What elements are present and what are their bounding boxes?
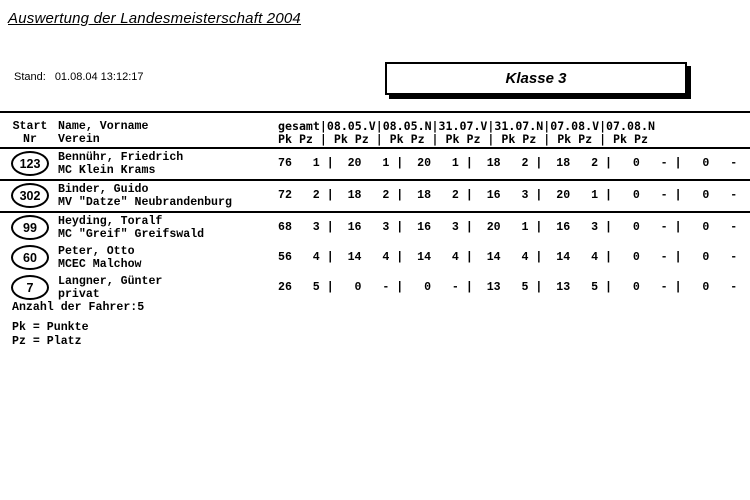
row-results: 26 5 | 0 - | 0 - | 13 5 | 13 5 | 0 - | 0 - bbox=[278, 281, 738, 294]
table-header bbox=[0, 113, 750, 149]
start-number-plate bbox=[11, 245, 49, 270]
table-row bbox=[0, 273, 750, 303]
table-row bbox=[0, 181, 750, 213]
column-header-name-line2: Verein bbox=[58, 133, 100, 146]
start-number: 99 bbox=[23, 220, 37, 235]
start-number: 123 bbox=[19, 156, 41, 171]
driver-club: MC Klein Krams bbox=[58, 164, 156, 177]
table-body bbox=[0, 149, 750, 303]
row-results: 72 2 | 18 2 | 18 2 | 16 3 | 20 1 | 0 - | 0 - bbox=[278, 189, 738, 202]
legend-pz: Pz = Platz bbox=[12, 335, 82, 348]
results-header-subcolumns: Pk Pz | Pk Pz | Pk Pz | Pk Pz | Pk Pz | Pk Pz | Pk Pz bbox=[278, 132, 648, 146]
start-number-plate bbox=[11, 151, 49, 176]
stand-timestamp: 01.08.04 13:12:17 bbox=[54, 71, 144, 83]
driver-name: Bennühr, Friedrich bbox=[58, 151, 184, 164]
row-results: 56 4 | 14 4 | 14 4 | 14 4 | 14 4 | 0 - | 0 - bbox=[278, 251, 738, 264]
start-number-plate bbox=[11, 183, 49, 208]
column-header-name-line1: Name, Vorname bbox=[58, 120, 149, 133]
driver-name: Peter, Otto bbox=[58, 245, 135, 258]
driver-club: MV "Datze" Neubrandenburg bbox=[58, 196, 232, 209]
report-title: Auswertung der Landesmeisterschaft 2004 bbox=[8, 10, 301, 27]
stand-label: Stand: bbox=[14, 71, 46, 83]
table-row bbox=[0, 243, 750, 273]
driver-club: MC "Greif" Greifswald bbox=[58, 228, 205, 241]
column-header-start-line1: Start bbox=[12, 120, 48, 133]
stand-line bbox=[14, 71, 144, 83]
start-number-plate bbox=[11, 215, 49, 240]
start-number-plate bbox=[11, 275, 49, 300]
results-table bbox=[0, 111, 750, 303]
results-header-dates: gesamt|08.05.V|08.05.N|31.07.V|31.07.N|07.08.V|07.08.N bbox=[278, 119, 655, 133]
column-header-start-line2: Nr bbox=[23, 133, 37, 146]
driver-name: Heyding, Toralf bbox=[58, 215, 163, 228]
start-number: 60 bbox=[23, 250, 37, 265]
driver-name: Langner, Günter bbox=[58, 275, 163, 288]
table-row bbox=[0, 213, 750, 243]
table-row bbox=[0, 149, 750, 181]
start-number: 7 bbox=[26, 280, 34, 295]
row-results: 76 1 | 20 1 | 20 1 | 18 2 | 18 2 | 0 - | 0 - bbox=[278, 157, 738, 170]
start-number: 302 bbox=[19, 188, 41, 203]
driver-name: Binder, Guido bbox=[58, 183, 149, 196]
driver-club: MCEC Malchow bbox=[58, 258, 142, 271]
driver-club: privat bbox=[58, 288, 100, 301]
legend-pk: Pk = Punkte bbox=[12, 321, 89, 334]
driver-count: Anzahl der Fahrer:5 bbox=[12, 301, 145, 314]
column-header-results bbox=[278, 120, 655, 146]
class-button[interactable]: Klasse 3 bbox=[385, 62, 687, 95]
column-header-startnr bbox=[11, 120, 49, 146]
column-header-name bbox=[58, 120, 148, 146]
row-results: 68 3 | 16 3 | 16 3 | 20 1 | 16 3 | 0 - | 0 - bbox=[278, 221, 738, 234]
